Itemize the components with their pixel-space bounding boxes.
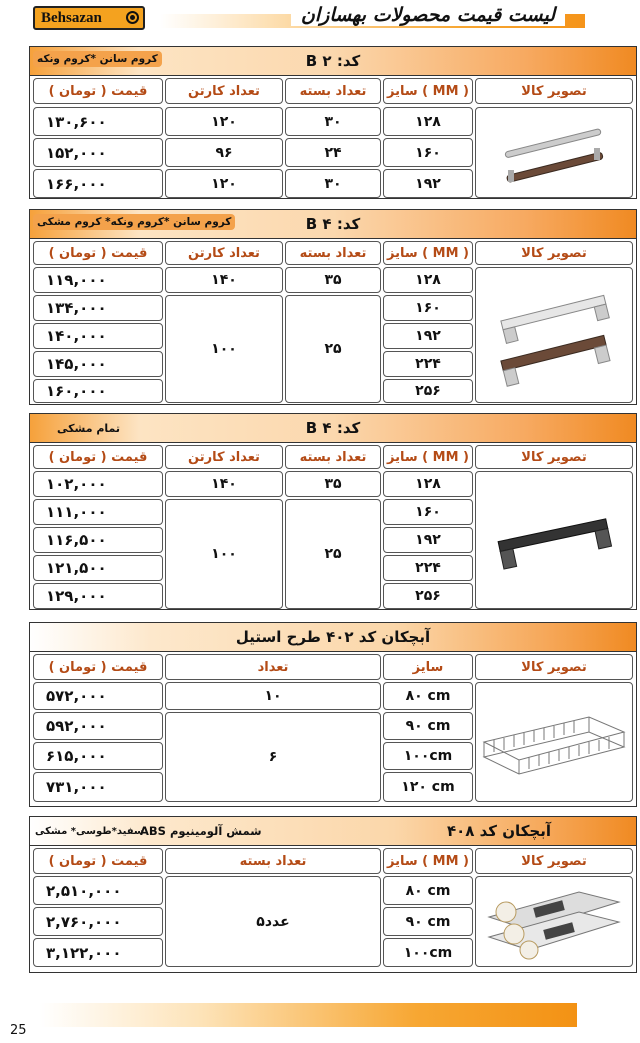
product-code: کد: B ۴ — [305, 419, 361, 437]
section-dish-rack-408 — [29, 816, 637, 973]
size-cell: ۱۲۸ — [383, 267, 473, 293]
handle-image — [489, 500, 619, 580]
header-size: سایز ( MM ) — [383, 848, 473, 874]
price-cell: ۱۵۲,۰۰۰ — [33, 138, 163, 167]
size-cell: ۱۰۰cm — [383, 938, 473, 967]
pack-cell: ۲۴ — [285, 138, 381, 167]
product-image-cell — [475, 876, 633, 967]
pack-cell: ۳۵ — [285, 267, 381, 293]
section-b4-chrome — [29, 209, 637, 405]
size-cell: ۱۶۰ — [383, 138, 473, 167]
size-cell: ۱۲۰ cm — [383, 772, 473, 802]
price-cell: ۱۲۱,۵۰۰ — [33, 555, 163, 581]
page-number: 25 — [10, 1023, 27, 1038]
price-cell: ۱۱۱,۰۰۰ — [33, 499, 163, 525]
bottom-decor-bar — [40, 1003, 577, 1027]
handle-image — [489, 280, 619, 390]
finish-options: تمام مشکی — [57, 421, 121, 435]
product-code: آبچکان کد ۴۰۸ — [446, 822, 551, 840]
header-size: سایز ( MM ) — [383, 445, 473, 469]
header-size: سایز ( MM ) — [383, 241, 473, 265]
size-cell: ۱۲۸ — [383, 107, 473, 136]
pack-cell-merged: ۵عدد — [165, 876, 381, 967]
size-cell: ۹۰ cm — [383, 712, 473, 740]
section-header — [30, 817, 636, 846]
header-image: تصویر کالا — [475, 241, 633, 265]
size-cell: ۱۶۰ — [383, 499, 473, 525]
size-cell: ۸۰ cm — [383, 876, 473, 905]
product-code: آبچکان کد ۴۰۲ طرح استیل — [235, 628, 431, 646]
section-header — [30, 47, 636, 76]
header-pack: تعداد بسته — [285, 445, 381, 469]
header-pack: تعداد بسته — [165, 848, 381, 874]
carton-cell: ۱۲۰ — [165, 107, 283, 136]
carton-cell-merged: ۱۰۰ — [165, 295, 283, 403]
carton-cell: ۱۲۰ — [165, 169, 283, 198]
size-cell: ۲۵۶ — [383, 379, 473, 403]
size-cell: ۱۹۲ — [383, 169, 473, 198]
dish-rack-image — [484, 882, 624, 962]
carton-cell-merged: ۱۰۰ — [165, 499, 283, 609]
pack-cell: ۳۵ — [285, 471, 381, 497]
carton-cell: ۹۶ — [165, 138, 283, 167]
finish-options: کروم سانن *کروم ونکه — [33, 51, 162, 67]
brand-name: Behsazan — [41, 9, 102, 26]
pack-cell: ۳۰ — [285, 169, 381, 198]
size-cell: ۱۲۸ — [383, 471, 473, 497]
brand-logo — [33, 6, 145, 30]
price-cell: ۵۷۲,۰۰۰ — [33, 682, 163, 710]
size-cell: ۲۵۶ — [383, 583, 473, 609]
gear-icon — [126, 11, 139, 24]
pack-cell-merged: ۲۵ — [285, 499, 381, 609]
header-pack: تعداد بسته — [285, 78, 381, 104]
section-header — [30, 623, 636, 652]
header-price: قیمت ( تومان ) — [33, 848, 163, 874]
price-cell: ۱۱۹,۰۰۰ — [33, 267, 163, 293]
size-cell: ۹۰ cm — [383, 907, 473, 936]
header-image: تصویر کالا — [475, 78, 633, 104]
price-cell: ۳,۱۲۲,۰۰۰ — [33, 938, 163, 967]
product-code: کد: B ۴ — [305, 215, 361, 233]
price-cell: ۶۱۵,۰۰۰ — [33, 742, 163, 770]
header-price: قیمت ( تومان ) — [33, 78, 163, 104]
header-size: سایز ( MM ) — [383, 78, 473, 104]
size-cell: ۲۲۴ — [383, 555, 473, 581]
section-dish-rack-402 — [29, 622, 637, 807]
price-cell: ۱۳۴,۰۰۰ — [33, 295, 163, 321]
price-cell: ۷۳۱,۰۰۰ — [33, 772, 163, 802]
carton-cell: ۱۴۰ — [165, 267, 283, 293]
header-image: تصویر کالا — [475, 654, 633, 680]
header-pack: تعداد بسته — [285, 241, 381, 265]
price-cell: ۱۰۲,۰۰۰ — [33, 471, 163, 497]
price-cell: ۱۶۰,۰۰۰ — [33, 379, 163, 403]
header-carton: تعداد کارتن — [165, 445, 283, 469]
size-cell: ۱۹۲ — [383, 323, 473, 349]
product-code: کد: B ۲ — [305, 52, 361, 70]
handle-image — [494, 118, 614, 188]
product-image-cell — [475, 107, 633, 198]
dish-rack-image — [479, 702, 629, 782]
price-cell: ۱۶۶,۰۰۰ — [33, 169, 163, 198]
finish-options: سفید*طوسی* مشکی — [35, 825, 144, 837]
header-carton: تعداد کارتن — [165, 241, 283, 265]
price-cell: ۲,۵۱۰,۰۰۰ — [33, 876, 163, 905]
section-b2 — [29, 46, 637, 199]
size-cell: ۲۲۴ — [383, 351, 473, 377]
price-cell: ۲,۷۶۰,۰۰۰ — [33, 907, 163, 936]
carton-cell: ۱۴۰ — [165, 471, 283, 497]
pack-cell-merged: ۲۵ — [285, 295, 381, 403]
product-image-cell — [475, 267, 633, 403]
page-title: لیست قیمت محصولات بهسازان — [291, 4, 565, 26]
product-image-cell — [475, 682, 633, 802]
price-cell: ۱۳۰,۶۰۰ — [33, 107, 163, 136]
price-cell: ۱۴۵,۰۰۰ — [33, 351, 163, 377]
header-size: سایز — [383, 654, 473, 680]
pack-cell: ۳۰ — [285, 107, 381, 136]
finish-options: کروم سانن *کروم ونکه* کروم مشکی — [33, 214, 235, 230]
size-cell: ۱۰۰cm — [383, 742, 473, 770]
section-header — [30, 210, 636, 239]
size-cell: ۱۶۰ — [383, 295, 473, 321]
count-cell-merged: ۶ — [165, 712, 381, 802]
header-price: قیمت ( تومان ) — [33, 241, 163, 265]
header-carton: تعداد کارتن — [165, 78, 283, 104]
header-image: تصویر کالا — [475, 848, 633, 874]
section-header — [30, 414, 636, 443]
product-image-cell — [475, 471, 633, 609]
size-cell: ۸۰ cm — [383, 682, 473, 710]
count-cell: ۱۰ — [165, 682, 381, 710]
header-price: قیمت ( تومان ) — [33, 654, 163, 680]
price-cell: ۱۴۰,۰۰۰ — [33, 323, 163, 349]
section-b4-black — [29, 413, 637, 610]
price-cell: ۱۱۶,۵۰۰ — [33, 527, 163, 553]
header-image: تصویر کالا — [475, 445, 633, 469]
header-count: تعداد — [165, 654, 381, 680]
header-price: قیمت ( تومان ) — [33, 445, 163, 469]
size-cell: ۱۹۲ — [383, 527, 473, 553]
price-cell: ۱۲۹,۰۰۰ — [33, 583, 163, 609]
material-label: شمش آلومینیوم ABS — [140, 824, 262, 838]
price-cell: ۵۹۲,۰۰۰ — [33, 712, 163, 740]
